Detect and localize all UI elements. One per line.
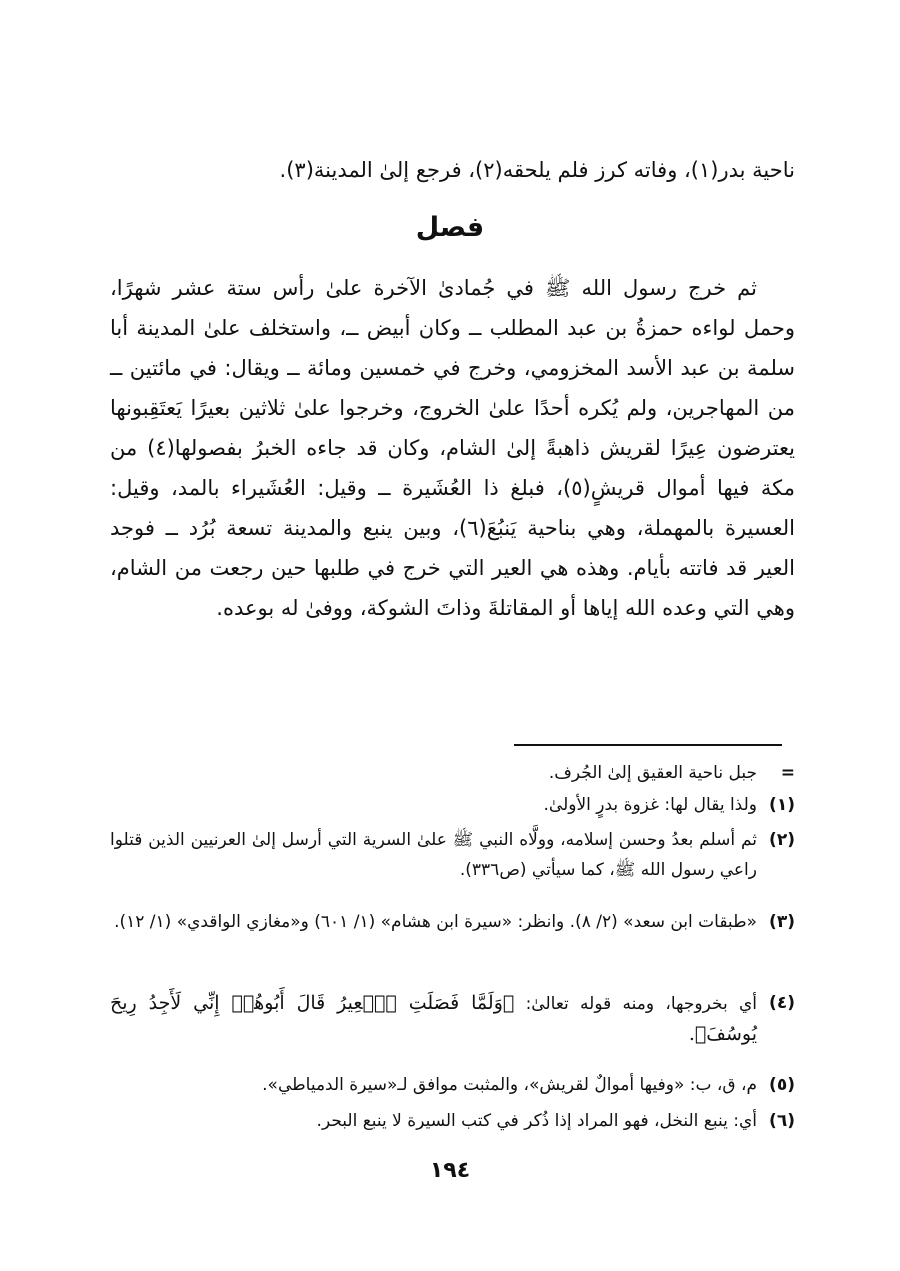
- footnote-text: «طبقات ابن سعد» (٢/ ٨). وانظر: «سيرة ابن هشام» (١/ ٦٠١) و«مغازي الواقدي» (١/ ١٢).: [114, 912, 757, 932]
- footnote-text: م، ق، ب: «وفيها أموالٌ لقريش»، والمثبت موافق لـ«سيرة الدمياطي».: [262, 1075, 757, 1095]
- footnote-text: ثم أسلم بعدُ وحسن إسلامه، وولَّاه النبي ﷺ علىٰ السرية التي أرسل إلىٰ العرنيين الذين قتلوا راعي رسول الله ﷺ، كما سيأتي (ص٣٣٦).: [110, 830, 757, 880]
- footnote-text: أي: ينبع النخل، فهو المراد إذا ذُكر في كتب السيرة لا ينبع البحر.: [316, 1111, 757, 1131]
- footnote-text: أي بخروجها، ومنه قوله تعالىٰ:: [525, 994, 758, 1014]
- section-heading: فصل: [415, 212, 485, 243]
- continued-paragraph-line: ناحية بدر(١)، وفاته كرز فلم يلحقه(٢)، فرجع إلىٰ المدينة(٣).: [279, 158, 795, 182]
- footnote-4: [110, 988, 795, 1050]
- footnote-5: [110, 1070, 795, 1100]
- footnote-number: (١): [769, 795, 795, 815]
- footnote-text-with-quran: [110, 988, 757, 1050]
- footnote-separator: [514, 744, 782, 746]
- footnote-continuation-text: جبل ناحية العقيق إلىٰ الجُرف.: [548, 763, 757, 783]
- footnote-3: [110, 907, 795, 937]
- footnote-2: [110, 825, 795, 885]
- footnote-number: (٦): [769, 1111, 795, 1131]
- footnote-1: [110, 790, 795, 820]
- main-paragraph: ثم خرج رسول الله ﷺ في جُمادىٰ الآخرة علىٰ رأس ستة عشر شهرًا، وحمل لواءه حمزةُ بن عبد المطلب ــ وكان أبيض ــ، واستخلف علىٰ المدينة أبا سلمة بن عبد الأسد المخزومي، وخرج في خمسين ومائة ــ ويقال: في مائتين ــ من المهاجرين، ولم يُكره أحدًا علىٰ الخروج، وخرجوا علىٰ ثلاثين بعيرًا يَعتَقِبونها يعترضون عِيرًا لقريش ذاهبةً إلىٰ الشام، وكان قد جاءه الخبرُ بفصولها(٤) من مكة فيها أموال قريشٍ(٥)، فبلغ ذا العُشَيرة ــ وقيل: العُشَيراء بالمد، وقيل: العسيرة بالمهملة، وهي بناحية يَنبُعَ(٦)، وبين ينبع والمدينة تسعة بُرُد ــ فوجد العير قد فاتته بأيام. وهذه هي العير التي خرج في طلبها حين رجعت من الشام، وهي التي وعده الله إياها أو المقاتلةَ وذاتَ الشوكة، ووفىٰ له بوعده.: [110, 276, 796, 620]
- footnote-number: (٣): [769, 912, 795, 932]
- page-number: ١٩٤: [429, 1158, 471, 1183]
- footnote-continuation-marker: =: [780, 763, 795, 783]
- footnote-number: (٥): [769, 1075, 795, 1095]
- footnote-number: (٢): [769, 830, 795, 850]
- footnote-6: [110, 1106, 795, 1136]
- footnote-number: (٤): [769, 993, 795, 1013]
- quran-verse: ﴿وَلَمَّا فَصَلَتِ ٱلۡعِيرُ قَالَ أَبُوهُمۡ إِنِّي لَأَجِدُ رِيحَ يُوسُفَ﴾.: [110, 992, 757, 1045]
- footnote-text: ولذا يقال لها: غزوة بدرٍ الأولىٰ.: [543, 795, 757, 815]
- footnote-continuation: [110, 758, 795, 788]
